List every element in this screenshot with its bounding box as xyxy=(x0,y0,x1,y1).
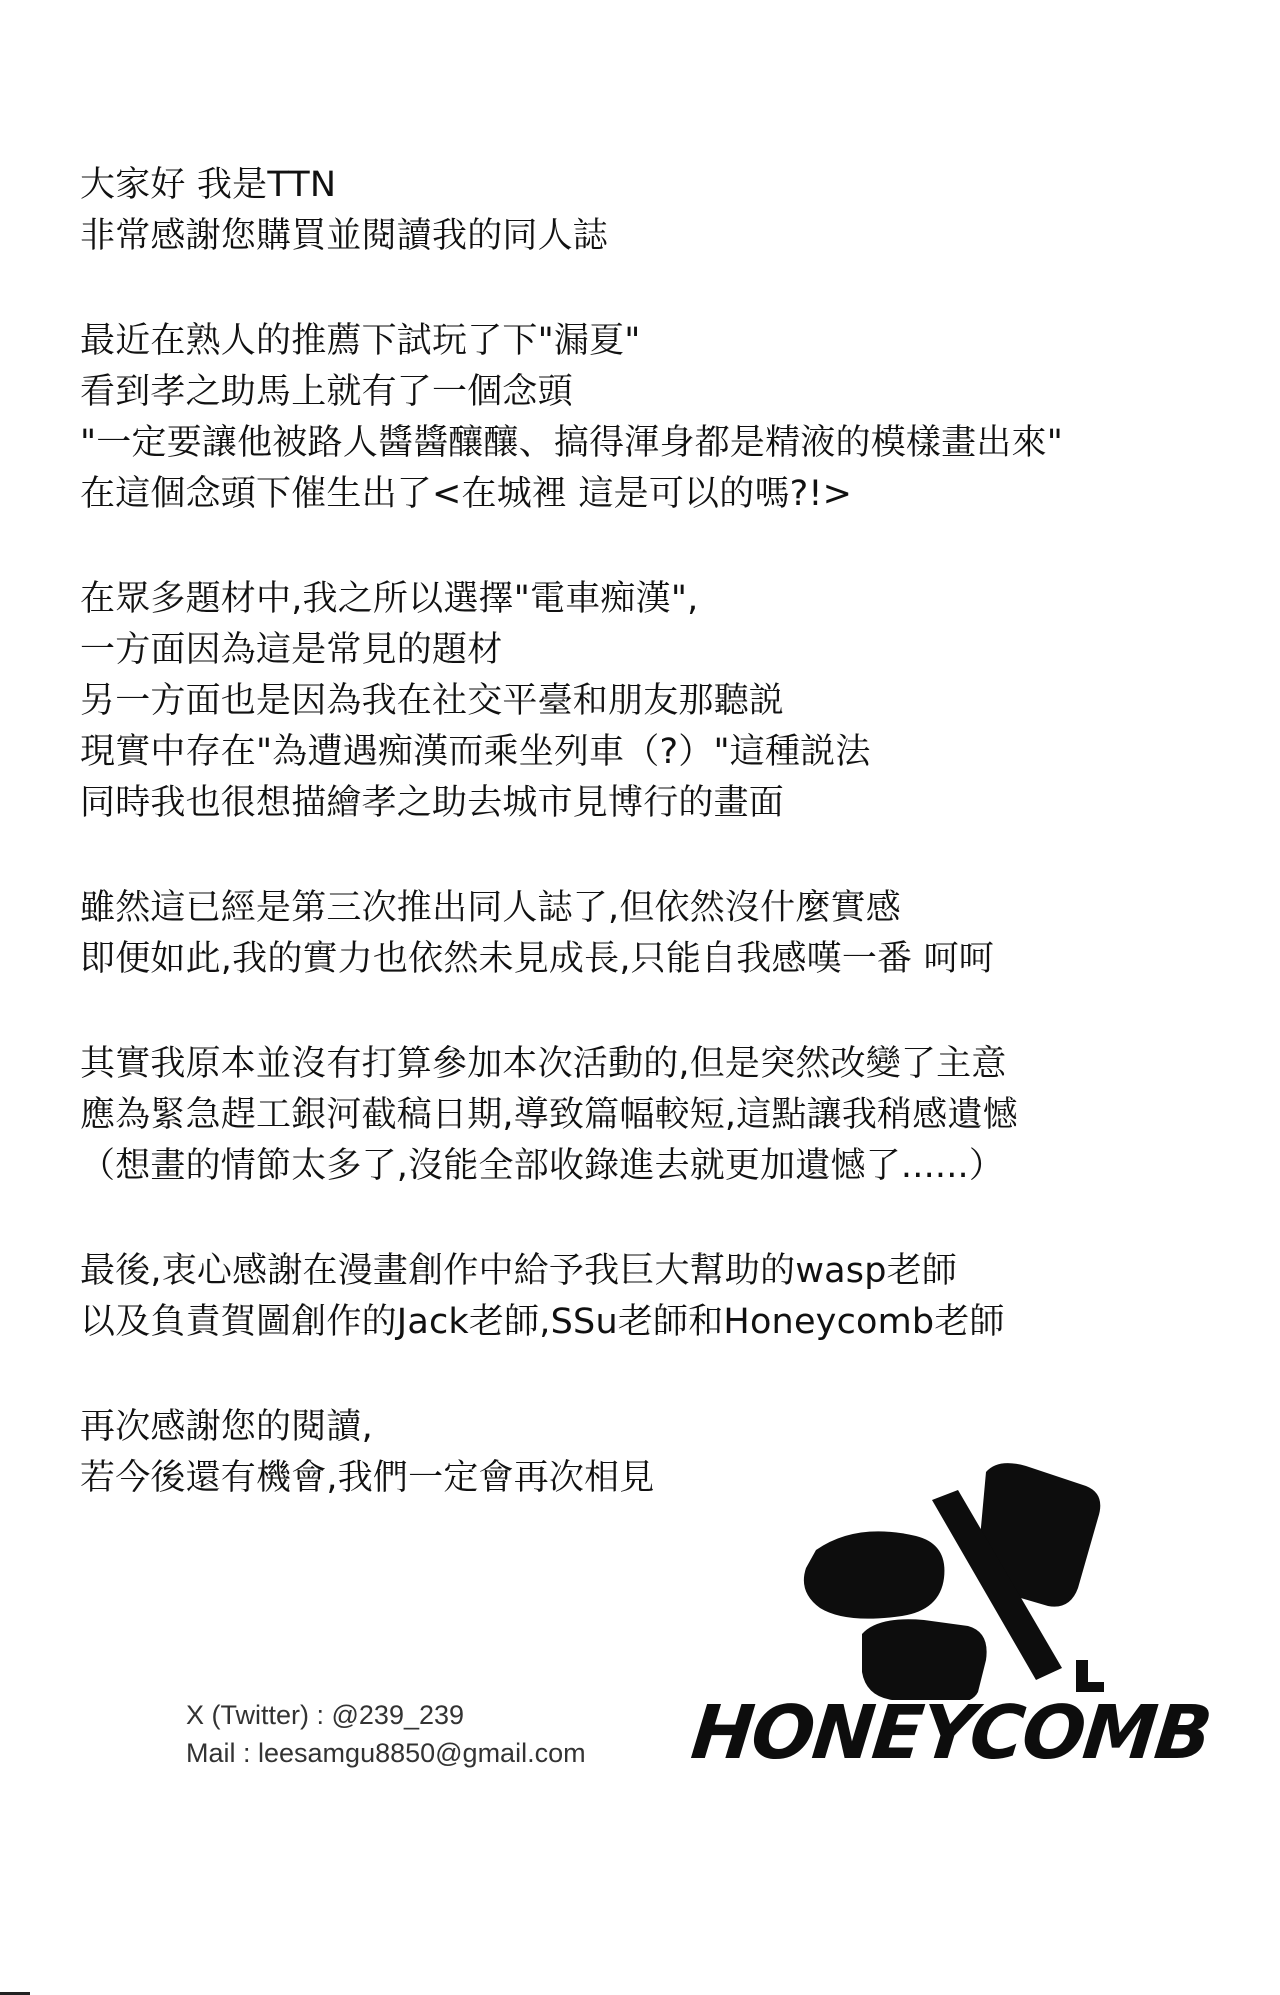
text-line: 同時我也很想描繪孝之助去城市見博行的畫面 xyxy=(80,783,785,823)
mail-address: Mail : leesamgu8850@gmail.com xyxy=(186,1738,586,1768)
text-line: （想畫的情節太多了,沒能全部收錄進去就更加遺憾了......） xyxy=(80,1146,1005,1186)
text-line: 看到孝之助馬上就有了一個念頭 xyxy=(80,372,573,412)
logo-chunk-left xyxy=(804,1531,945,1618)
paragraph-theme xyxy=(80,574,1230,829)
text-line: 一方面因為這是常見的題材 xyxy=(80,630,503,670)
text-line: 雖然這已經是第三次推出同人誌了,但依然沒什麼實感 xyxy=(80,888,901,928)
text-line: 即便如此,我的實力也依然未見成長,只能自我感嘆一番 呵呵 xyxy=(80,939,994,979)
text-line: 最後,衷心感謝在漫畫創作中給予我巨大幫助的wasp老師 xyxy=(80,1251,958,1291)
paragraph-origin xyxy=(80,316,1230,520)
paragraph-greeting xyxy=(80,160,1230,262)
text-line: 大家好 我是TTN xyxy=(80,165,337,205)
text-line: 其實我原本並沒有打算參加本次活動的,但是突然改變了主意 xyxy=(80,1044,1007,1084)
text-line: 在這個念頭下催生出了<在城裡 這是可以的嗎?!> xyxy=(80,474,853,514)
contact-info xyxy=(186,1696,646,1772)
text-line: 以及負責賀圖創作的Jack老師,SSu老師和Honeycomb老師 xyxy=(80,1302,1005,1342)
text-line: 非常感謝您購買並閱讀我的同人誌 xyxy=(80,216,609,256)
text-line: 若今後還有機會,我們一定會再次相見 xyxy=(80,1458,655,1498)
text-line: 在眾多題材中,我之所以選擇"電車痴漢", xyxy=(80,579,699,619)
logo-wordmark: HONEYCOMB xyxy=(687,1690,1215,1776)
text-line: "一定要讓他被路人醬醬釀釀、搞得渾身都是精液的模樣畫出來" xyxy=(80,423,1063,463)
text-line: 再次感謝您的閱讀, xyxy=(80,1407,373,1447)
text-line: 現實中存在"為遭遇痴漢而乘坐列車（?）"這種説法 xyxy=(80,732,871,772)
paragraph-reflection xyxy=(80,883,1230,985)
twitter-handle: X (Twitter) : @239_239 xyxy=(186,1700,465,1730)
text-line: 最近在熟人的推薦下試玩了下"漏夏" xyxy=(80,321,641,361)
afterword-text xyxy=(80,160,1230,1558)
text-line: 另一方面也是因為我在社交平臺和朋友那聽説 xyxy=(80,681,785,721)
paragraph-event xyxy=(80,1039,1230,1192)
text-line: 應為緊急趕工銀河截稿日期,導致篇幅較短,這點讓我稍感遺憾 xyxy=(80,1095,1018,1135)
honeycomb-logo-icon xyxy=(686,1460,1226,1700)
paragraph-thanks xyxy=(80,1246,1230,1348)
